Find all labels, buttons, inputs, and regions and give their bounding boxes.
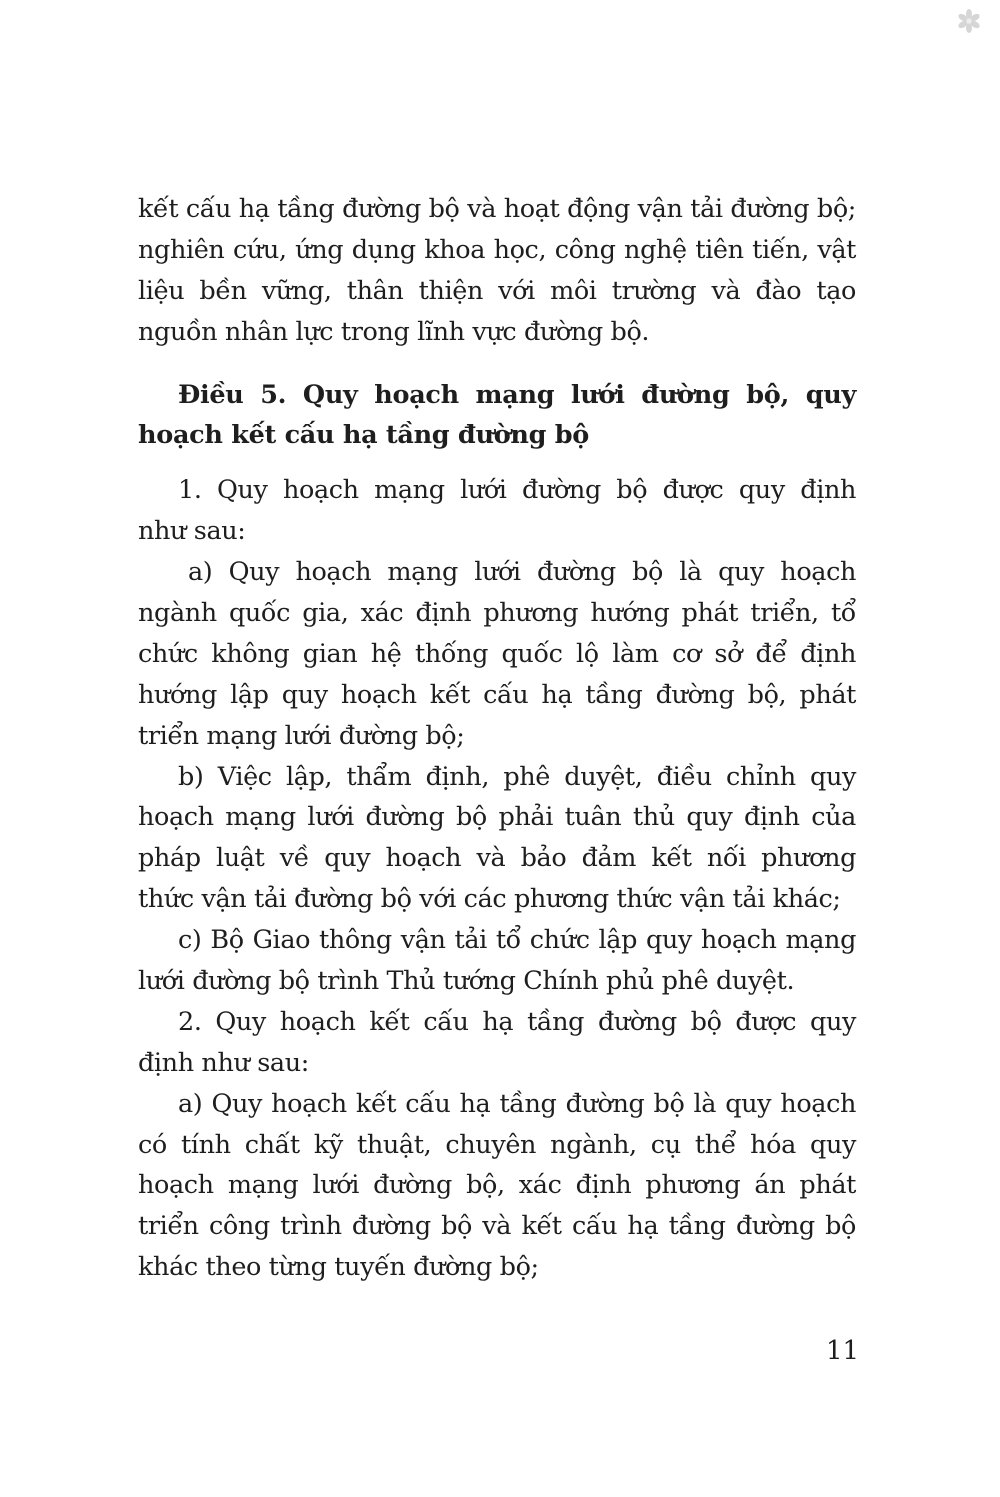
clause-1b — [138, 757, 856, 921]
text-line: 2. Quy hoạch kết cấu hạ tầng đường bộ được quy — [178, 1006, 856, 1037]
text-line: kết cấu hạ tầng đường bộ và hoạt động vận tải đường bộ; — [138, 194, 856, 224]
text-line: định như sau: — [138, 1047, 309, 1078]
text-line: liệu bền vững, thân thiện với môi trường và đào tạo — [138, 275, 856, 306]
text-line: a) Quy hoạch kết cấu hạ tầng đường bộ là quy hoạch — [178, 1088, 856, 1119]
clause-2 — [138, 1002, 856, 1084]
text-line: ngành quốc gia, xác định phương hướng phát triển, tổ — [138, 598, 856, 629]
text-line: a) Quy hoạch mạng lưới đường bộ là quy hoạch — [188, 557, 856, 588]
clause-2a — [138, 1084, 856, 1288]
article-heading — [138, 375, 856, 457]
clause-1c — [138, 920, 856, 1002]
text-line: hoạch mạng lưới đường bộ phải tuân thủ quy định của — [138, 802, 856, 833]
document-page — [138, 189, 856, 1288]
text-line: triển mạng lưới đường bộ; — [138, 720, 465, 751]
clause-1a — [138, 552, 856, 756]
text-line: nguồn nhân lực trong lĩnh vực đường bộ. — [138, 316, 650, 347]
text-line: b) Việc lập, thẩm định, phê duyệt, điều chỉnh quy — [178, 761, 856, 792]
clause-1 — [138, 470, 856, 552]
text-line: c) Bộ Giao thông vận tải tổ chức lập quy hoạch mạng — [178, 925, 856, 956]
text-line: khác theo từng tuyến đường bộ; — [138, 1252, 539, 1283]
text-line: chức không gian hệ thống quốc lộ làm cơ sở để định — [138, 638, 856, 669]
text-line: triển công trình đường bộ và kết cấu hạ tầng đường bộ — [138, 1211, 856, 1242]
intro-paragraph — [138, 189, 856, 353]
text-line: có tính chất kỹ thuật, chuyên ngành, cụ thể hóa quy — [138, 1129, 856, 1160]
heading-line: Điều 5. Quy hoạch mạng lưới đường bộ, quy — [178, 379, 856, 410]
page-number: 11 — [826, 1336, 860, 1366]
text-line: như sau: — [138, 516, 246, 547]
text-line: nghiên cứu, ứng dụng khoa học, công nghệ tiên tiến, vật — [138, 234, 856, 265]
text-line: hoạch mạng lưới đường bộ, xác định phương án phát — [138, 1170, 856, 1201]
text-line: thức vận tải đường bộ với các phương thức vận tải khác; — [138, 884, 841, 915]
text-line: pháp luật về quy hoạch và bảo đảm kết nối phương — [138, 843, 856, 874]
heading-line: hoạch kết cấu hạ tầng đường bộ — [138, 420, 589, 451]
text-line: hướng lập quy hoạch kết cấu hạ tầng đường bộ, phát — [138, 679, 856, 710]
flower-watermark-icon — [956, 8, 982, 34]
text-line: lưới đường bộ trình Thủ tướng Chính phủ phê duyệt. — [138, 966, 795, 997]
text-line: 1. Quy hoạch mạng lưới đường bộ được quy định — [178, 475, 856, 506]
